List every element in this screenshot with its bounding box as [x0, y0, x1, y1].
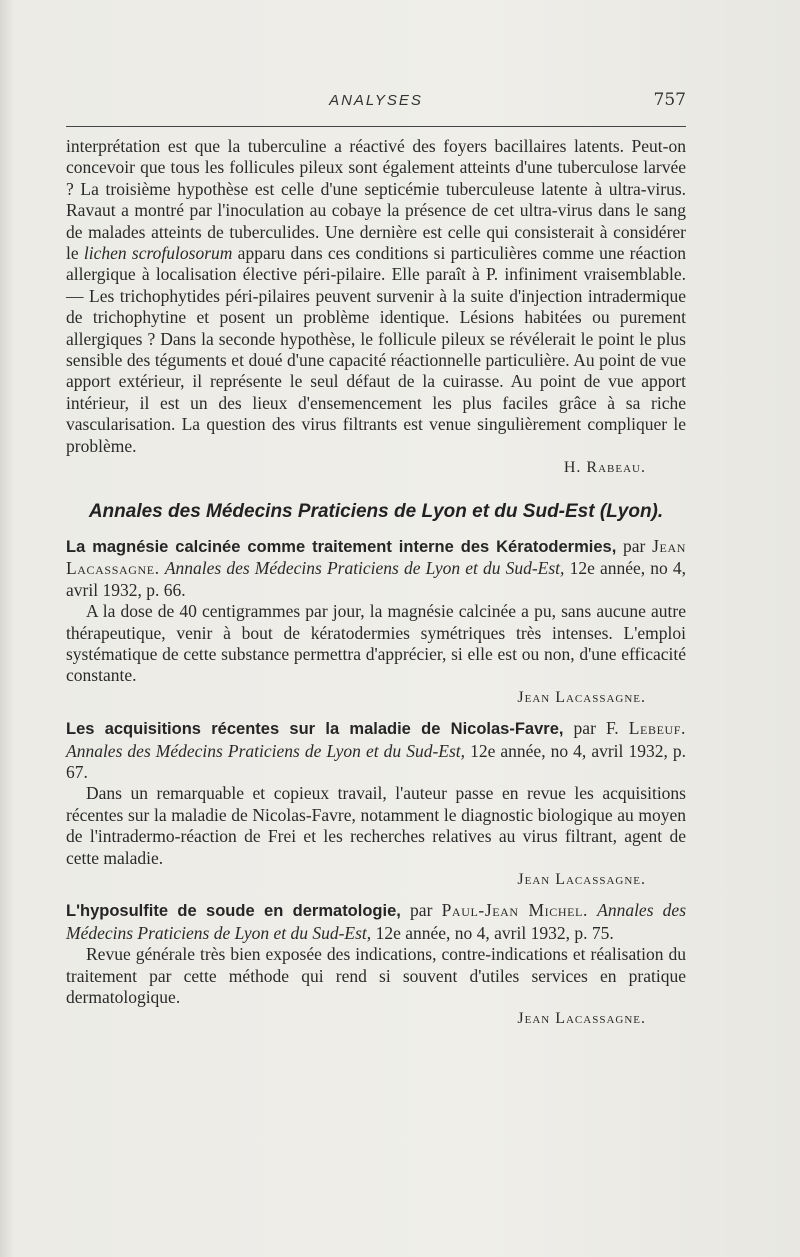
intro-signature: H. Rabeau.	[563, 459, 646, 477]
article-1-issue: 12e année, no 4, avril 1932, p. 66.	[66, 558, 686, 600]
article-3-issue: 12e année, no 4, avril 1932, p. 75.	[375, 922, 614, 943]
article-3	[66, 900, 686, 1029]
article-1-title: La magnésie calcinée comme traitement interne des Kératodermies,	[66, 537, 617, 556]
journal-heading: Annales des Médecins Praticiens de Lyon et du Sud-Est (Lyon).	[88, 500, 664, 522]
article-1-by: par	[623, 535, 646, 556]
article-2-body: Dans un remarquable et copieux travail, l'auteur passe en revue les acquisitions récentes sur la maladie de Nicolas-Favre, notamment le diagnostic biologique au moyen de l'intradermo-réaction de Frei et les recherches relatives au virus filtrant, agent de cette maladie.	[66, 783, 686, 868]
intro-text-a: interprétation est que la tuberculine a réactivé des foyers bacillaires latents. Peut-on concevoir que tous les follicules pileux sont également atteints d'une tuberculose larvée ? La troisième hypothèse est celle d'une septicémie tuberculeuse latente à ultra-virus. Ravaut a montré par l'inoculation au cobaye la présence de cet ultra-virus dans le sang de malades atteints de tuberculides. Une dernière est celle qui consisterait à considérer le	[66, 136, 686, 264]
article-3-journal: Annales des Médecins Praticiens de Lyon et du Sud-Est,	[66, 900, 687, 943]
intro-paragraph	[66, 136, 686, 457]
page-content	[66, 136, 686, 1030]
article-1-author: Jean Lacassagne.	[66, 535, 687, 579]
article-3-signature: Jean Lacassagne.	[517, 1010, 646, 1028]
article-1-journal: Annales des Médecins Praticiens de Lyon et du Sud-Est,	[164, 558, 565, 579]
article-2-journal: Annales des Médecins Praticiens de Lyon et du Sud-Est,	[66, 740, 466, 761]
article-2-author: Lebeuf.	[628, 718, 687, 739]
article-2	[66, 718, 686, 890]
intro-text-b: apparu dans ces conditions si particulières comme une réaction allergique à localisation élective péri-pilaire. Elle paraît à P. infiniment vraisemblable. — Les trichophytides péri-pilaires peuvent survenir à la suite d'injection intradermique de trichophytine et posent un problème identique. Lésions habitées ou purement allergiques ? Dans la seconde hypothèse, le follicule pileux se révélerait le point le plus sensible des téguments et doué d'une capacité réactionnelle particulière. Au point de vue apport extérieur, il représente le seul défaut de la cuirasse. Au point de vue apport intérieur, il est un des lieux d'ensemencement les plus faciles grâce à sa riche vascularisation. La question des virus filtrants est venue singulièrement compliquer le problème.	[66, 243, 687, 456]
article-3-citation	[66, 900, 686, 944]
article-1-citation	[66, 536, 686, 601]
page-number: 757	[653, 90, 686, 110]
article-2-by: par F.	[573, 718, 619, 739]
article-2-issue: 12e année, no 4, avril 1932, p. 67.	[66, 740, 687, 782]
article-3-body: Revue générale très bien exposée des indications, contre-indications et réalisation du traitement par cette méthode qui rend si souvent d'utiles services en pratique dermatologique.	[66, 944, 686, 1008]
running-title: ANALYSES	[329, 92, 423, 109]
header-rule	[66, 126, 686, 127]
article-2-title: Les acquisitions récentes sur la maladie de Nicolas-Favre,	[66, 720, 564, 739]
article-1-signature: Jean Lacassagne.	[517, 688, 646, 706]
article-3-author: Paul-Jean Michel.	[441, 900, 588, 921]
article-2-signature: Jean Lacassagne.	[517, 871, 646, 888]
intro-term: lichen scrofulosorum	[83, 243, 233, 264]
article-3-title: L'hyposulfite de soude en dermatologie,	[66, 902, 401, 921]
article-1-body: A la dose de 40 centigrammes par jour, la magnésie calcinée a pu, sans aucune autre thérapeutique, venir à bout de kératodermies symétriques très intenses. L'emploi systématique de cette substance permettra d'apprécier, si elle est ou non, d'une efficacité constante.	[66, 601, 686, 686]
article-1	[66, 536, 686, 708]
page-header	[66, 92, 686, 116]
article-3-by: par	[410, 900, 433, 921]
article-2-citation	[66, 718, 686, 783]
